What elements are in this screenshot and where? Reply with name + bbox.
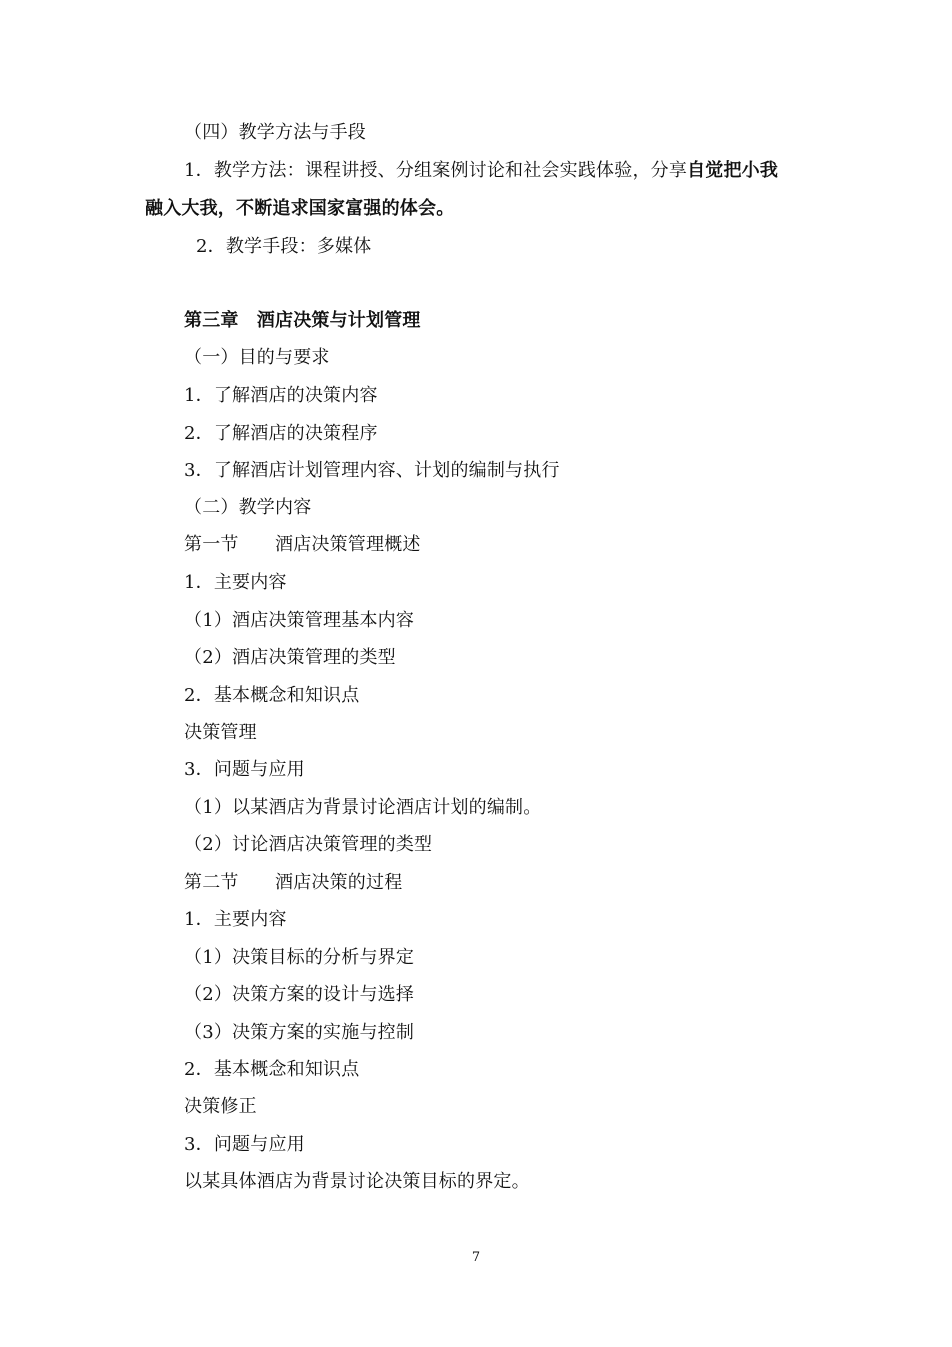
section-2-concept: 决策修正 [184, 1096, 257, 1117]
section-1-main-content: 1．主要内容 [184, 572, 287, 593]
methods-item-1 [184, 159, 778, 183]
section-2-questions-heading: 3．问题与应用 [184, 1134, 305, 1155]
goal-item-1: 1．了解酒店的决策内容 [184, 385, 378, 406]
goals-heading: （一）目的与要求 [184, 347, 330, 368]
page-number: 7 [471, 1250, 481, 1265]
section-1-question-2: （2）讨论酒店决策管理的类型 [184, 834, 433, 855]
goal-item-2: 2．了解酒店的决策程序 [184, 423, 378, 444]
methods-item-1-text: 1．教学方法：课程讲授、分组案例讨论和社会实践体验，分享 [184, 160, 688, 181]
section-2-concepts-heading: 2．基本概念和知识点 [184, 1059, 360, 1080]
goal-item-3: 3．了解酒店计划管理内容、计划的编制与执行 [184, 460, 560, 481]
section-2-content-item-2: （2）决策方案的设计与选择 [184, 984, 415, 1005]
section-2-content-item-1: （1）决策目标的分析与界定 [184, 947, 415, 968]
section-1-questions-heading: 3．问题与应用 [184, 759, 305, 780]
section-1-concepts-heading: 2．基本概念和知识点 [184, 685, 360, 706]
section-2-title: 第二节 酒店决策的过程 [184, 872, 403, 893]
section-1-content-item-1: （1）酒店决策管理基本内容 [184, 610, 415, 631]
section-2-content-item-3: （3）决策方案的实施与控制 [184, 1022, 415, 1043]
methods-item-1-continuation: 融入大我，不断追求国家富强的体会。 [145, 198, 455, 219]
chapter-title: 第三章 酒店决策与计划管理 [184, 310, 421, 331]
section-2-question: 以某具体酒店为背景讨论决策目标的界定。 [184, 1171, 530, 1192]
section-1-title: 第一节 酒店决策管理概述 [184, 534, 421, 555]
section-1-concept: 决策管理 [184, 722, 257, 743]
content-heading: （二）教学内容 [184, 497, 312, 518]
section-heading-methods: （四）教学方法与手段 [184, 122, 366, 143]
section-2-main-content: 1．主要内容 [184, 909, 287, 930]
methods-item-2: 2．教学手段：多媒体 [196, 236, 372, 257]
section-1-content-item-2: （2）酒店决策管理的类型 [184, 647, 396, 668]
section-1-question-1: （1）以某酒店为背景讨论酒店计划的编制。 [184, 797, 542, 818]
methods-item-1-bold-text: 自觉把小我 [687, 160, 779, 181]
